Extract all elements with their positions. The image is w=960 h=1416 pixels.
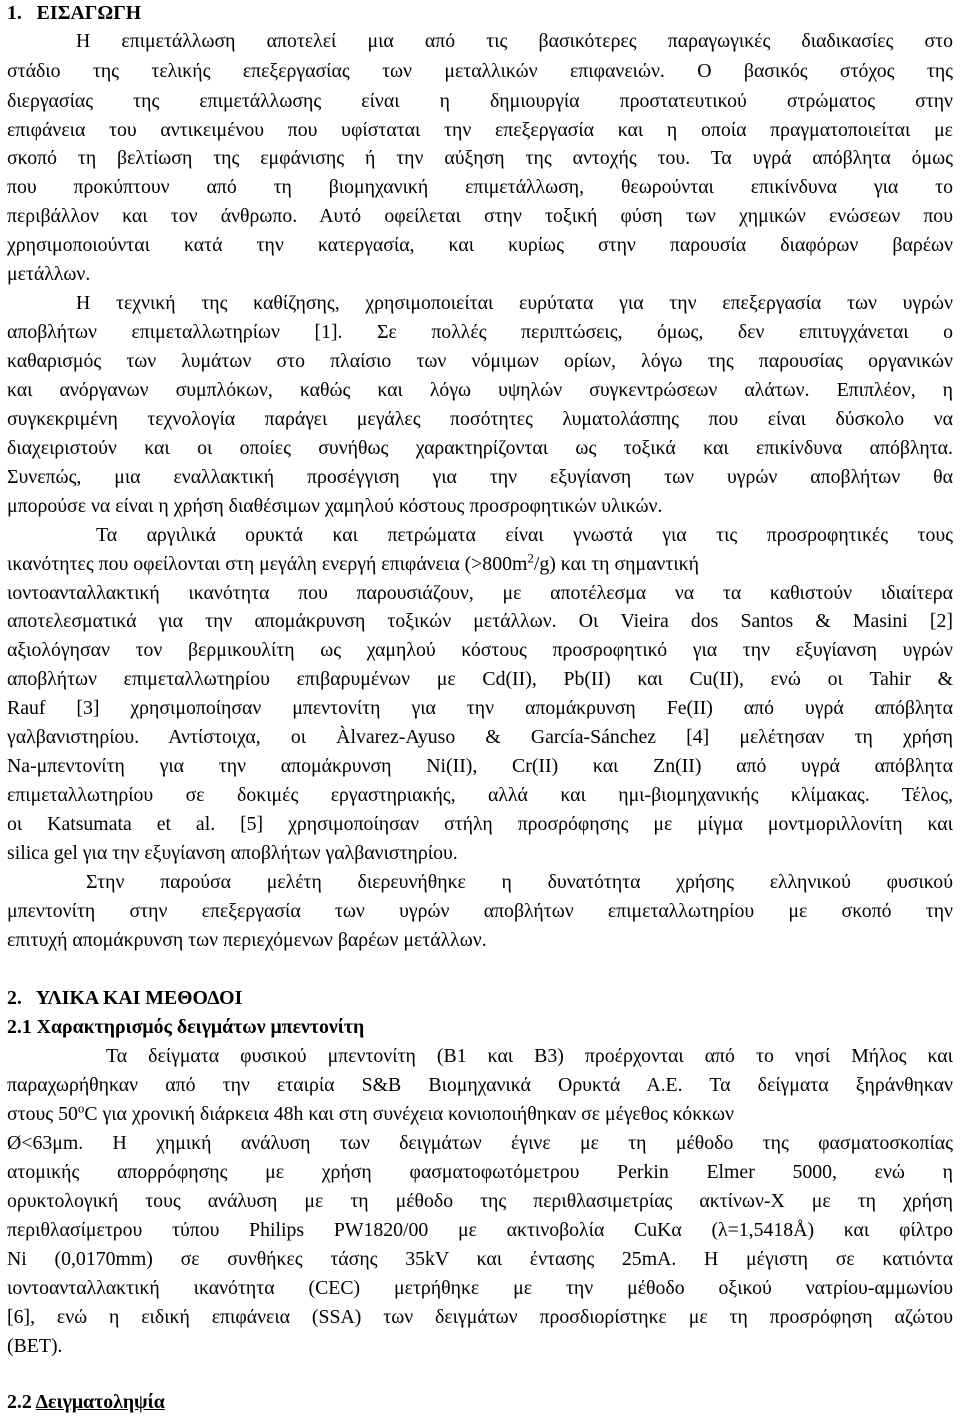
- paragraph-line: Ni (0,0170mm) σε συνθήκες τάσης 35kV και έντασης 25mA. Η μέγιστη σε κατιόντα: [7, 1248, 953, 1270]
- paragraph-line: διαχειριστούν και οι οποίες συνήθως χαρακτηρίζονται ως τοξικά και επικίνδυνα απόβλητα.: [7, 437, 953, 459]
- paragraph-line: Η τεχνική της καθίζησης, χρησιμοποιείται ευρύτατα για την επεξεργασία των υγρών: [76, 292, 953, 314]
- line-text: C για χρονική διάρκεια 48h και στη συνέχεια κονιοποιήθηκαν σε μέγεθος κόκκων: [84, 1103, 734, 1125]
- paragraph-line: οι Katsumata et al. [5] χρησιμοποίησαν στήλη προσρόφησης με μίγμα μοντμοριλλονίτη και: [7, 813, 953, 835]
- line-text: /g) και τη σημαντική: [533, 553, 699, 575]
- superscript: o: [77, 1100, 85, 1116]
- paragraph-line: μπεντονίτη στην επεξεργασία των υγρών αποβλήτων επιμεταλλωτηρίου με σκοπό την: [7, 900, 953, 922]
- paragraph-line: Rauf [3] χρησιμοποίησαν μπεντονίτη για την απομάκρυνση Fe(II) από υγρά απόβλητα: [7, 697, 953, 719]
- paragraph-line: ιοντοανταλλακτική ικανότητα (CEC) μετρήθηκε με την μέθοδο οξικού νατρίου-αμμωνίου: [7, 1277, 953, 1299]
- paragraph-line: που προκύπτουν από τη βιομηχανική επιμετάλλωση, θεωρούνται επικίνδυνα για το: [7, 176, 953, 198]
- paragraph-line: ιοντοανταλλακτική ικανότητα που παρουσιάζουν, με αποτέλεσμα να τα καθιστούν ιδιαίτερα: [7, 582, 953, 604]
- paragraph-line: αποτελεσματικά για την απομάκρυνση τοξικών μετάλλων. Οι Vieira dos Santos & Masini [2]: [7, 610, 953, 632]
- line-text: στους 50: [7, 1103, 78, 1125]
- paragraph-line: silica gel για την εξυγίανση αποβλήτων γαλβανιστηρίου.: [7, 842, 458, 864]
- paragraph-line: Τα δείγματα φυσικού μπεντονίτη (B1 και B3) προέρχονται από το νησί Μήλος και: [106, 1045, 953, 1067]
- paragraph-line: Τα αργιλικά ορυκτά και πετρώματα είναι γνωστά για τις προσροφητικές τους: [96, 524, 953, 546]
- paragraph-line-with-superscript: [7, 551, 953, 577]
- paragraph-line: Στην παρούσα μελέτη διερευνήθηκε η δυνατότητα χρήσης ελληνικού φυσικού: [86, 871, 953, 893]
- paragraph-line: αποβλήτων επιμεταλλωτηρίων [1]. Σε πολλές περιπτώσεις, όμως, δεν επιτυγχάνεται ο: [7, 321, 953, 343]
- subsection-2-1-heading: 2.1 Χαρακτηρισμός δειγμάτων μπεντονίτη: [7, 1016, 365, 1038]
- paragraph-line-with-superscript: [7, 1101, 953, 1127]
- line-text: ικανότητες που οφείλονται στη μεγάλη ενεργή επιφάνεια (>800m: [7, 553, 528, 575]
- heading-text: 2.2 Δειγματοληψία: [7, 1391, 165, 1413]
- paragraph-line: σκοπό τη βελτίωση της εμφάνισης ή την αύξηση της αντοχής του. Τα υγρά απόβλητα όμως: [7, 147, 953, 169]
- paragraph-line: επιφάνεια του αντικειμένου που υφίσταται την επεξεργασία και η οποία πραγματοποιείται με: [7, 119, 953, 141]
- paragraph-line: στάδιο της τελικής επεξεργασίας των μεταλλικών επιφανειών. Ο βασικός στόχος της: [7, 60, 953, 82]
- paragraph-line: Na-μπεντονίτη για την απομάκρυνση Ni(II), Cr(II) και Zn(II) από υγρά απόβλητα: [7, 755, 953, 777]
- section-2-heading: 2. ΥΛΙΚΑ ΚΑΙ ΜΕΘΟΔΟΙ: [7, 987, 243, 1009]
- paragraph-line: αποβλήτων επιμεταλλωτηρίου επιβαρυμένων με Cd(II), Pb(II) και Cu(II), ενώ οι Tahir &: [7, 668, 953, 690]
- paragraph-line: χρησιμοποιούνται κατά την κατεργασία, και κυρίως στην παρουσία διαφόρων βαρέων: [7, 234, 953, 256]
- paragraph-line: ατομικής απορρόφησης με χρήση φασματοφωτόμετρου Perkin Elmer 5000, ενώ η: [7, 1161, 953, 1183]
- paragraph-line: καθαρισμός των λυμάτων στο πλαίσιο των νόμιμων ορίων, λόγω της παρουσίας οργανικών: [7, 350, 953, 372]
- paragraph-line: περιβάλλον και τον άνθρωπο. Αυτό οφείλεται στην τοξική φύση των χημικών ενώσεων που: [7, 205, 953, 227]
- paragraph-line: περιθλασίμετρου τύπου Philips PW1820/00 με ακτινοβολία CuKα (λ=1,5418Å) και φίλτρο: [7, 1219, 953, 1241]
- paragraph-line: Ø<63μm. Η χημική ανάλυση των δειγμάτων έγινε με τη μέθοδο της φασματοσκοπίας: [7, 1132, 953, 1154]
- heading-underlined-word: Δειγματοληψία: [35, 1391, 165, 1413]
- paragraph-line: μετάλλων.: [7, 263, 91, 285]
- paragraph-line: διεργασίας της επιμετάλλωσης είναι η δημιουργία προστατευτικού στρώματος στην: [7, 90, 953, 112]
- section-1-heading: 1. ΕΙΣΑΓΩΓΗ: [7, 2, 142, 24]
- paragraph-line: Η επιμετάλλωση αποτελεί μια από τις βασικότερες παραγωγικές διαδικασίες στο: [76, 30, 953, 52]
- paragraph-line: επιτυχή απομάκρυνση των περιεχόμενων βαρέων μετάλλων.: [7, 929, 487, 951]
- paragraph-line: γαλβανιστηρίου. Αντίστοιχα, οι Àlvarez-Ayuso & García-Sánchez [4] μελέτησαν τη χρήση: [7, 726, 953, 748]
- subsection-2-2-heading: [7, 1389, 953, 1415]
- paragraph-line: (BET).: [7, 1335, 63, 1357]
- paragraph-line: και ανόργανων συμπλόκων, καθώς και λόγω υψηλών συγκεντρώσεων αλάτων. Επιπλέον, η: [7, 379, 953, 401]
- paragraph-line: επιμεταλλωτηρίου σε δοκιμές εργαστηριακής, αλλά και ημι-βιομηχανικής κλίμακας. Τέλος,: [7, 784, 953, 806]
- paragraph-line: μπορούσε να είναι η χρήση διαθέσιμων χαμηλού κόστους προσροφητικών υλικών.: [7, 495, 663, 517]
- paragraph-line: ορυκτολογική τους ανάλυση με τη μέθοδο της περιθλασιμετρίας ακτίνων-Χ με τη χρήση: [7, 1190, 953, 1212]
- paragraph-line: συγκεκριμένη τεχνολογία παράγει μεγάλες ποσότητες λυματολάσπης που είναι δύσκολο να: [7, 408, 953, 430]
- paragraph-line: παραχωρήθηκαν από την εταιρία S&B Βιομηχανικά Ορυκτά Α.Ε. Τα δείγματα ξηράνθηκαν: [7, 1074, 953, 1096]
- paragraph-line: αξιολόγησαν τον βερμικουλίτη ως χαμηλού κόστους προσροφητικό για την εξυγίανση υγρών: [7, 639, 953, 661]
- paragraph-line: [6], ενώ η ειδική επιφάνεια (SSA) των δειγμάτων προσδιορίστηκε με τη προσρόφηση αζώτου: [7, 1306, 953, 1328]
- superscript: 2: [527, 550, 534, 566]
- paragraph-line: Συνεπώς, μια εναλλακτική προσέγγιση για την εξυγίανση των υγρών αποβλήτων θα: [7, 466, 953, 488]
